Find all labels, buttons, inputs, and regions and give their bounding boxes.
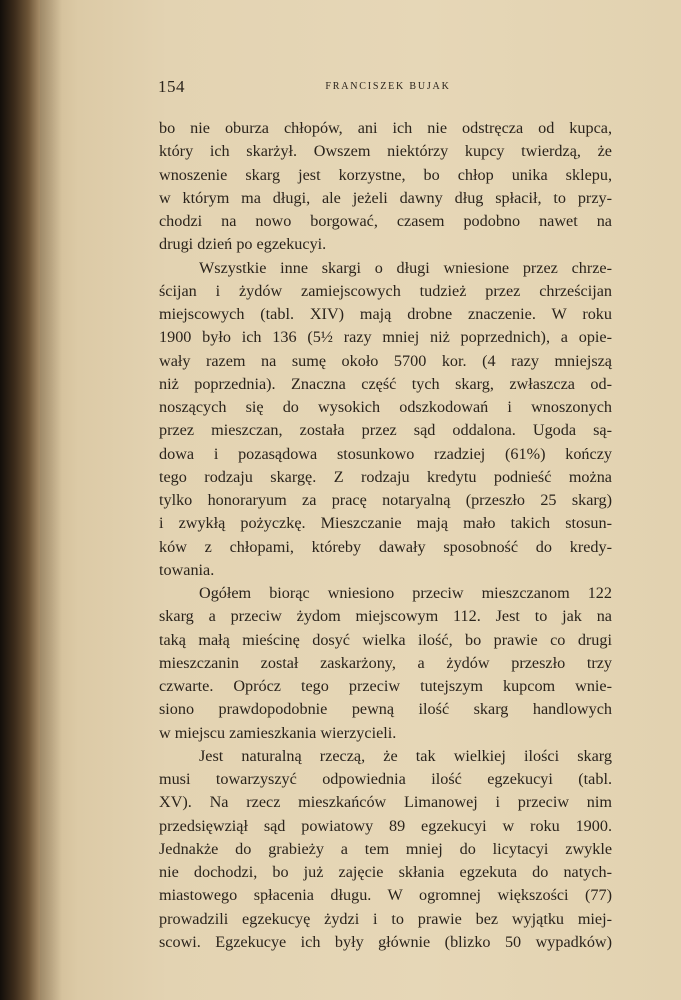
text-line: miastowego spłacenia długu. W ogromnej większości (77) bbox=[159, 886, 612, 905]
text-line: noszących się do wysokich odszkodowań i wnoszonych bbox=[159, 398, 612, 416]
text-line: siono prawdopodobnie pewną ilość skarg handlowych bbox=[159, 700, 612, 719]
text-line: i zwykłą pożyczkę. Mieszczanie mają mało takich stosun- bbox=[159, 514, 612, 533]
text-line: który ich skarżył. Owszem niektórzy kupcy twierdzą, że bbox=[159, 142, 612, 161]
text-line: tego rodzaju skargę. Z rodzaju kredytu podnieść można bbox=[159, 467, 612, 486]
book-page bbox=[40, 0, 681, 1000]
text-line: ków z chłopami, któreby dawały sposobność do kredy- bbox=[159, 537, 612, 556]
body-text bbox=[159, 117, 612, 954]
text-line: ścijan i żydów zamiejscowych tudzież przez chrześcijan bbox=[159, 281, 612, 300]
text-line: chodzi na nowo borgować, czasem podobno nawet na bbox=[159, 212, 612, 230]
text-line: wały razem na sumę około 5700 kor. (4 razy mniejszą bbox=[159, 351, 612, 370]
text-line: przedsięwziął sąd powiatowy 89 egzekucyi w roku 1900. bbox=[159, 816, 612, 835]
text-line: bo nie oburza chłopów, ani ich nie odstręcza od kupca, bbox=[159, 119, 612, 137]
text-line: czwarte. Oprócz tego przeciw tutejszym kupcom wnie- bbox=[159, 677, 612, 695]
text-line: skarg a przeciw żydom miejscowym 112. Jest to jak na bbox=[159, 607, 612, 626]
text-line: Jest naturalną rzeczą, że tak wielkiej ilości skarg bbox=[199, 746, 612, 765]
page-number: 154 bbox=[158, 77, 185, 96]
text-line: miejscowych (tabl. XIV) mają drobne znaczenie. W roku bbox=[159, 305, 612, 323]
text-line: przez mieszczan, została przez sąd oddalona. Ugoda są- bbox=[159, 421, 612, 440]
text-line: prowadzili egzekucyę żydzi i to prawie bez wyjątku miej- bbox=[159, 909, 612, 928]
text-line: niż poprzednia). Znaczna część tych skarg, zwłaszcza od- bbox=[159, 374, 612, 393]
text-line: wnoszenie skarg jest korzystne, bo chłop unika sklepu, bbox=[159, 165, 612, 184]
text-line: towania. bbox=[159, 560, 215, 579]
text-line: XV). Na rzecz mieszkańców Limanowej i przeciw nim bbox=[159, 793, 612, 812]
text-line: mieszczanin został zaskarżony, a żydów przeszło trzy bbox=[159, 653, 612, 672]
text-line: 1900 było ich 136 (5½ razy mniej niż poprzednich), a opie- bbox=[159, 328, 612, 347]
text-line: Ogółem biorąc wniesiono przeciw mieszczanom 122 bbox=[199, 584, 612, 602]
running-head: FRANCISZEK BUJAK bbox=[325, 81, 451, 92]
page-header bbox=[158, 77, 618, 101]
page-gutter-shadow bbox=[40, 0, 62, 1000]
text-line: nie dochodzi, bo już zajęcie skłania egzekuta do natych- bbox=[159, 863, 612, 881]
text-line: Wszystkie inne skargi o długi wniesione przez chrze- bbox=[199, 258, 612, 277]
text-line: w którym ma długi, ale jeżeli dawny dług spłacił, to przy- bbox=[159, 188, 612, 207]
text-line: Jednakże do grabieży a tem mniej do licytacyi zwykle bbox=[159, 839, 612, 858]
text-line: drugi dzień po egzekucyi. bbox=[159, 235, 327, 254]
text-line: scowi. Egzekucye ich były głównie (blizko 50 wypadków) bbox=[159, 932, 612, 951]
text-line: w miejscu zamieszkania wierzycieli. bbox=[159, 723, 397, 742]
text-line: musi towarzyszyć odpowiednia ilość egzekucyi (tabl. bbox=[159, 770, 612, 788]
text-line: tylko honoraryum za pracę notaryalną (przeszło 25 skarg) bbox=[159, 491, 612, 509]
text-line: taką małą mieścinę dosyć wielka ilość, bo prawie co drugi bbox=[159, 630, 612, 649]
text-line: dowa i pozasądowa stosunkowo rzadziej (61%) kończy bbox=[159, 444, 612, 463]
book-binding bbox=[0, 0, 40, 1000]
